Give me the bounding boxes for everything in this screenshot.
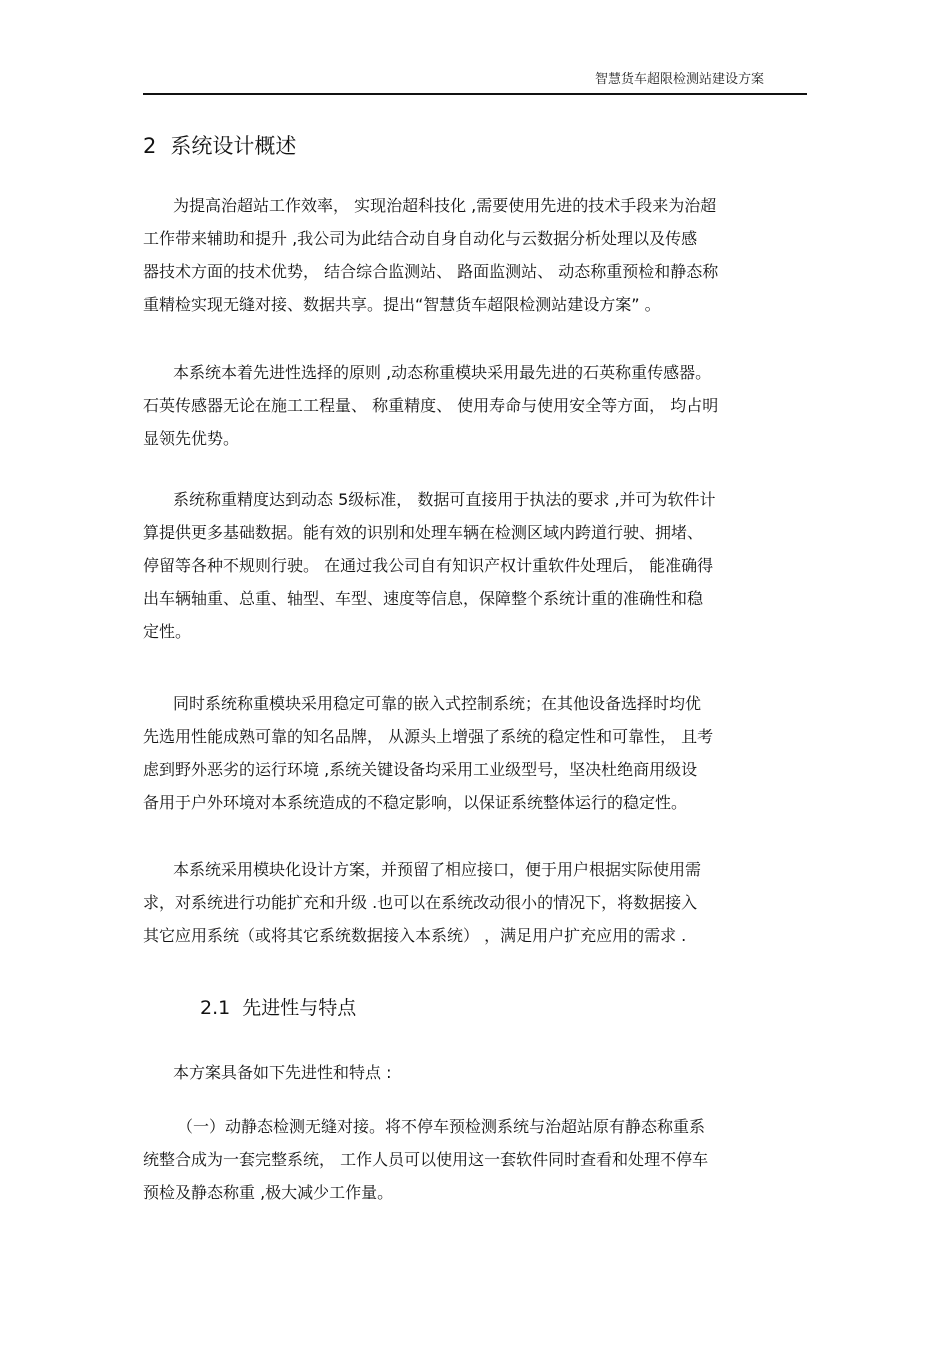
paragraph-line: 重精检实现无缝对接、数据共享。提出“智慧货车超限检测站建设方案” 。 xyxy=(143,295,661,314)
paragraph-line: 为提高治超站工作效率， 实现治超科技化 ,需要使用先进的技术手段来为治超 xyxy=(173,196,717,215)
paragraph-line: 备用于户外环境对本系统造成的不稳定影响，以保证系统整体运行的稳定性。 xyxy=(143,793,688,812)
subparagraph-2 xyxy=(143,1110,807,1209)
paragraph-line: 系统称重精度达到动态 5级标准， 数据可直接用于执法的要求 ,并可为软件计 xyxy=(173,490,716,509)
subsection-title: 先进性与特点 xyxy=(242,997,357,1019)
subsection-number: 2.1 xyxy=(200,997,231,1019)
paragraph-5 xyxy=(143,853,807,952)
paragraph-3 xyxy=(143,483,807,648)
paragraph-line: 预检及静态称重 ,极大减少工作量。 xyxy=(143,1183,394,1202)
paragraph-line: 石英传感器无论在施工工程量、 称重精度、 使用寿命与使用安全等方面， 均占明 xyxy=(143,396,719,415)
subsection-heading xyxy=(200,993,356,1020)
paragraph-2 xyxy=(143,356,807,455)
paragraph-line: 本方案具备如下先进性和特点 : xyxy=(173,1063,392,1082)
paragraph-line: 同时系统称重模块采用稳定可靠的嵌入式控制系统；在其他设备选择时均优 xyxy=(173,694,702,713)
header-rule xyxy=(143,93,807,95)
paragraph-line: 本系统本着先进性选择的原则 ,动态称重模块采用最先进的石英称重传感器。 xyxy=(173,363,712,382)
paragraph-line: （一）动静态检测无缝对接。将不停车预检测系统与治超站原有静态称重系 xyxy=(177,1117,706,1136)
paragraph-1 xyxy=(143,189,807,321)
paragraph-line: 工作带来辅助和提升 ,我公司为此结合动自身自动化与云数据分析处理以及传感 xyxy=(143,229,698,248)
paragraph-line: 先选用性能成熟可靠的知名品牌， 从源头上增强了系统的稳定性和可靠性， 且考 xyxy=(143,727,714,746)
paragraph-line: 算提供更多基础数据。能有效的识别和处理车辆在检测区域内跨道行驶、拥堵、 xyxy=(143,523,704,542)
paragraph-line: 器技术方面的技术优势， 结合综合监测站、 路面监测站、 动态称重预检和静态称 xyxy=(143,262,719,281)
paragraph-line: 虑到野外恶劣的运行环境 ,系统关键设备均采用工业级型号，坚决杜绝商用级设 xyxy=(143,760,698,779)
paragraph-line: 显领先优势。 xyxy=(143,429,240,448)
paragraph-line: 出车辆轴重、总重、轴型、车型、速度等信息，保障整个系统计重的准确性和稳 xyxy=(143,589,704,608)
subparagraph-1 xyxy=(143,1056,807,1089)
paragraph-line: 停留等各种不规则行驶。 在通过我公司自有知识产权计重软件处理后， 能准确得 xyxy=(143,556,714,575)
paragraph-line: 定性。 xyxy=(143,622,192,641)
section-heading xyxy=(143,130,296,160)
paragraph-line: 求，对系统进行功能扩充和升级 .也可以在系统改动很小的情况下，将数据接入 xyxy=(143,893,698,912)
paragraph-line: 其它应用系统（或将其它系统数据接入本系统） ，满足用户扩充应用的需求 . xyxy=(143,926,687,945)
paragraph-4 xyxy=(143,687,807,819)
paragraph-line: 本系统采用模块化设计方案，并预留了相应接口，便于用户根据实际使用需 xyxy=(173,860,702,879)
running-header: 智慧货车超限检测站建设方案 xyxy=(594,72,764,87)
section-title: 系统设计概述 xyxy=(170,134,297,158)
paragraph-line: 统整合成为一套完整系统， 工作人员可以使用这一套软件同时查看和处理不停车 xyxy=(143,1150,709,1169)
section-number: 2 xyxy=(143,134,157,158)
